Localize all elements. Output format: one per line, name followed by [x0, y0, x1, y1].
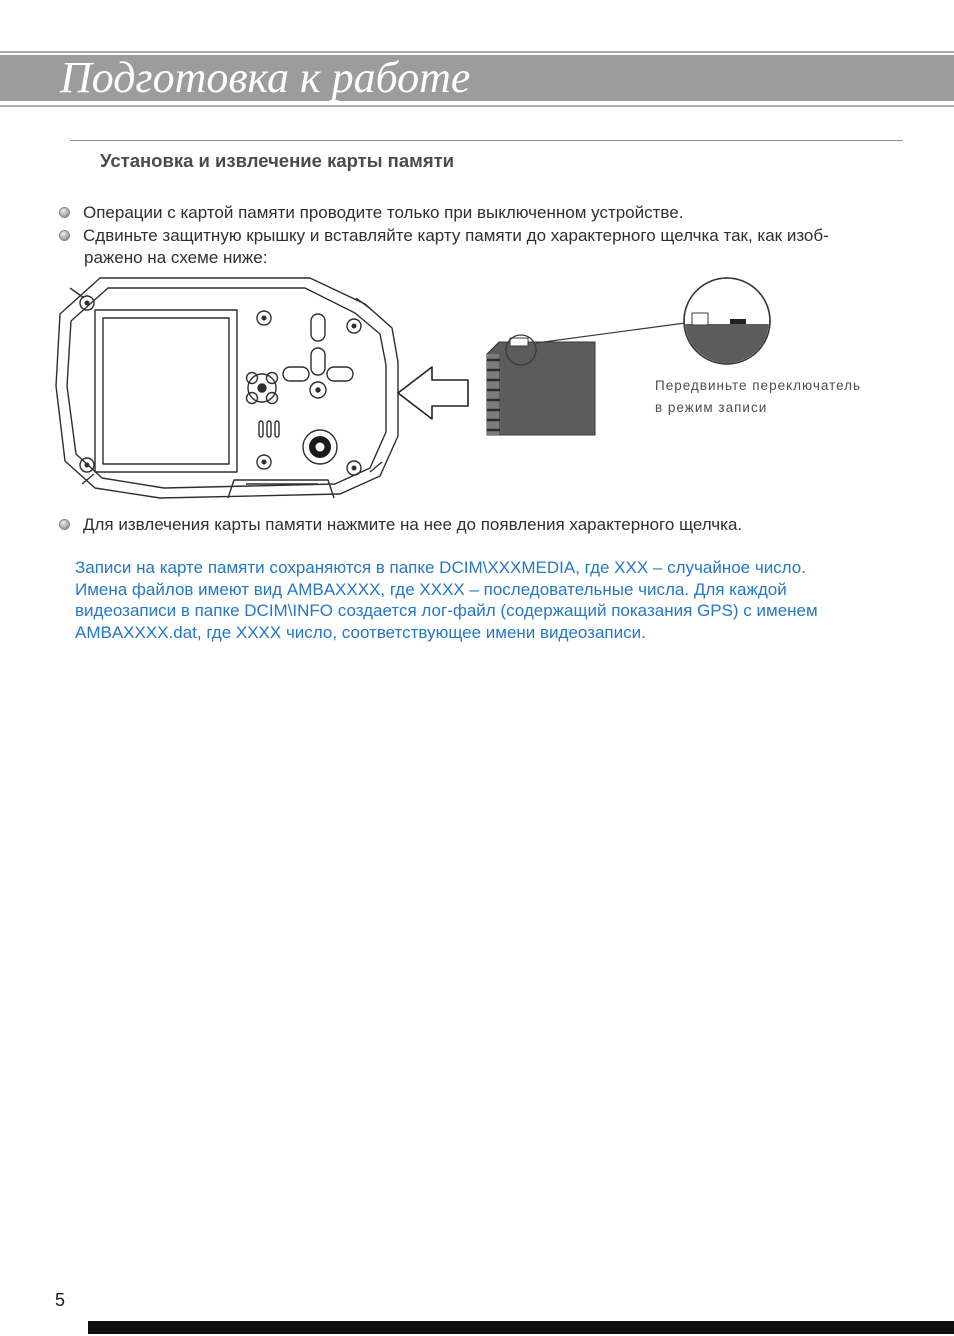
- footer-bar: [88, 1321, 954, 1334]
- bullet-text: Сдвиньте защитную крышку и вставляйте карту памяти до характерного щелчка так, как изоб-: [83, 226, 829, 245]
- leader-line: [536, 323, 685, 343]
- note-line: видеозаписи в папке DCIM\INFO создается лог-файл (содержащий показания GPS) с именем: [75, 601, 818, 620]
- bullet-text: ражено на схеме ниже:: [84, 248, 268, 267]
- page-number: 5: [55, 1290, 66, 1310]
- section-rule: [70, 140, 903, 141]
- note-line: Имена файлов имеют вид AMBAXXXX, где XXXX – последовательные числа. Для каждой: [75, 579, 787, 599]
- bullet-text: Операции с картой памяти проводите только при выключенном устройстве.: [83, 203, 684, 222]
- lock-switch: [510, 338, 528, 346]
- page-title: Подготовка к работе: [60, 53, 471, 102]
- bullet-text: Для извлечения карты памяти нажмите на нее до появления характерного щелчка.: [83, 515, 743, 534]
- insert-arrow-icon: [398, 367, 468, 419]
- lock-switch-magnified: [692, 313, 708, 325]
- bullet-icon: [59, 230, 70, 241]
- device-back-illustration: [56, 278, 398, 498]
- magnifier-circle: [680, 278, 774, 366]
- callout-text: в режим записи: [655, 400, 768, 415]
- note-text: [75, 557, 818, 643]
- bullet-icon: [59, 519, 70, 530]
- bullet-icon: [59, 207, 70, 218]
- note-line: AMBAXXXX.dat, где XXXX число, соответствующее имени видеозаписи.: [75, 622, 646, 642]
- section-heading: Установка и извлечение карты памяти: [100, 150, 455, 171]
- callout-text: Передвиньте переключатель: [655, 378, 862, 393]
- note-line: Записи на карте памяти сохраняются в папке DCIM\XXXMEDIA, где XXX – случайное число.: [75, 558, 806, 577]
- sd-card-illustration: [487, 335, 595, 435]
- header-bottom-line: [0, 105, 954, 107]
